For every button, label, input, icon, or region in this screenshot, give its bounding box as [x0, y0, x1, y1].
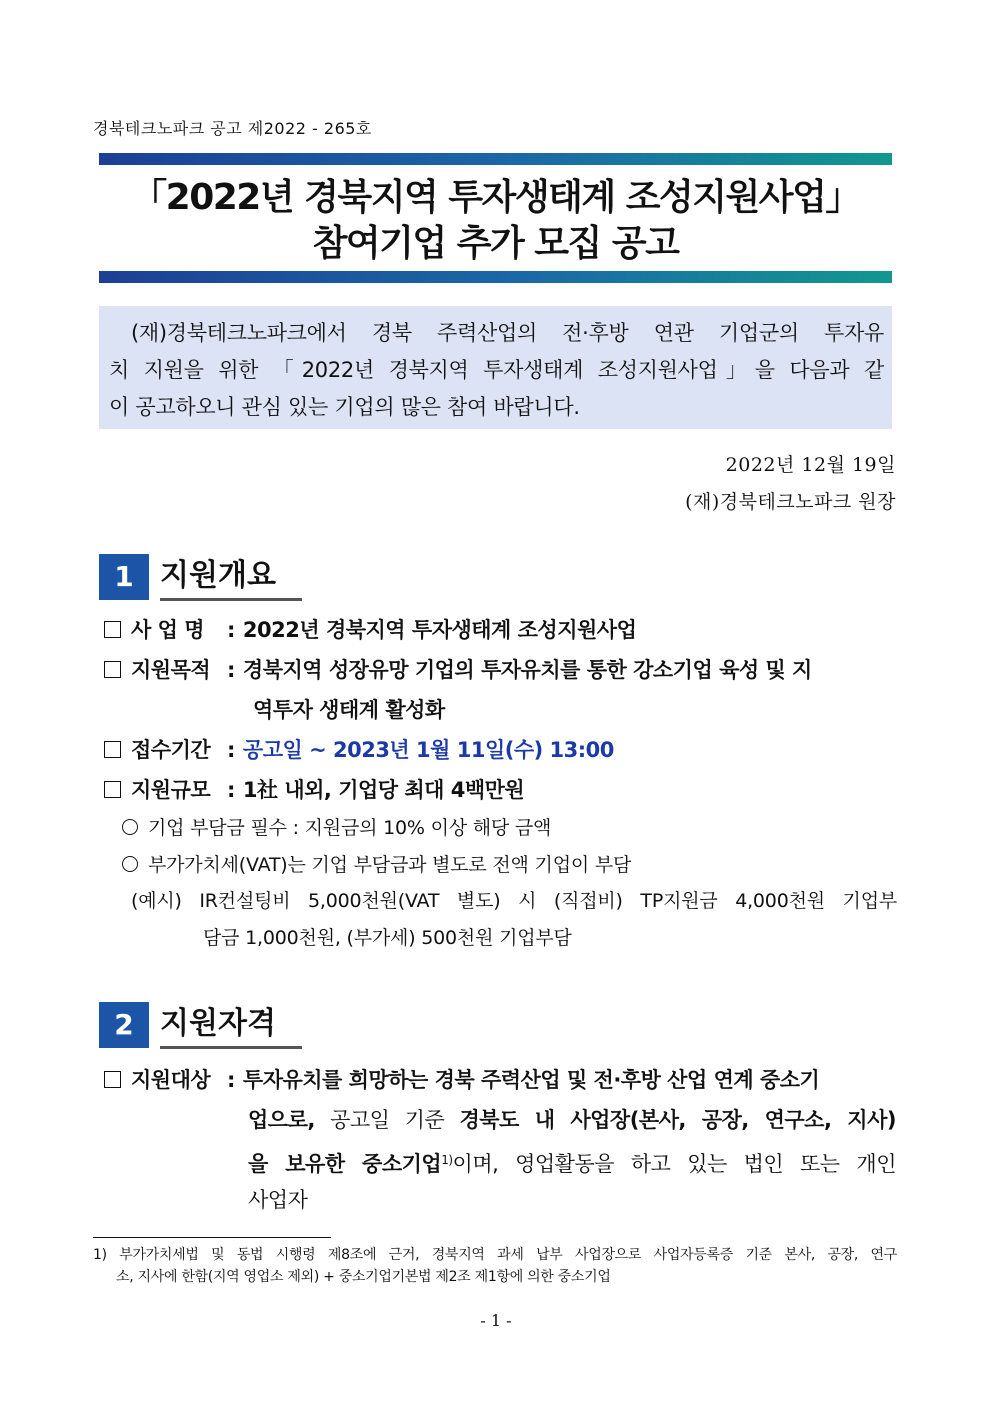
item-period: 접수기간 : 공고일 ~ 2023년 1월 11일(수) 13:00: [104, 730, 896, 770]
page-title-line1: 「2022년 경북지역 투자생태계 조성지원사업」: [131, 177, 860, 218]
intro-line1: (재)경북테크노파크에서 경북 주력산업의 전·후방 연관 기업군의 투자유: [131, 321, 884, 345]
eligibility-text: 공고일 기준: [330, 1108, 445, 1132]
item-label: 접수기간: [131, 738, 211, 762]
section2-number-badge: 2: [99, 1002, 149, 1048]
item-value: 투자유치를 희망하는 경북 주력산업 및 전·후방 산업 연계 중소기: [242, 1068, 820, 1092]
checkbox-square-icon: [104, 741, 121, 758]
item-eligibility: 지원대상 : 투자유치를 희망하는 경북 주력산업 및 전·후방 산업 연계 중소기: [104, 1060, 896, 1100]
page-title-line2: 참여기업 추가 모집 공고: [312, 223, 679, 264]
item-value: 1社 내외, 기업당 최대 4백만원: [242, 778, 525, 802]
footnote-divider: [93, 1237, 331, 1238]
checkbox-square-icon: [104, 1071, 121, 1088]
section2-underline: [160, 1046, 302, 1049]
footnote-ref: 1): [441, 1153, 453, 1167]
page-number: - 1 -: [480, 1311, 512, 1330]
item-project-name: 사 업 명 : 2022년 경북지역 투자생태계 조성지원사업: [104, 610, 896, 650]
item-purpose-continued: 역투자 생태계 활성화: [253, 698, 445, 722]
title-band-top: [99, 153, 892, 165]
item-value: 경북지역 성장유망 기업의 투자유치를 통한 강소기업 육성 및 지: [242, 658, 812, 682]
notice-number: 경북테크노파크 공고 제2022 - 265호: [93, 119, 372, 138]
example-line1: (예시) IR컨설팅비 5,000천원(VAT 별도) 시 (직접비) TP지원금 4,000천원 기업부: [131, 890, 897, 912]
intro-box: [99, 306, 892, 429]
eligibility-line2: [248, 1100, 896, 1140]
issuer-org: (재)경북테크노파크 원장: [685, 491, 896, 513]
notice-date: 2022년 12월 19일: [725, 454, 896, 476]
intro-line2: 치 지원을 위한 「2022년 경북지역 투자생태계 조성지원사업」을 다음과 같: [109, 358, 884, 382]
footnote-line2: 소, 지사에 한함(지역 영업소 제외) + 중소기업기본법 제2조 제1항에 의한 중소기업: [116, 1269, 611, 1285]
item-label: 지원대상: [131, 1068, 211, 1092]
item-scale: 지원규모 : 1社 내외, 기업당 최대 4백만원: [104, 770, 896, 810]
eligibility-line4: 사업자: [248, 1188, 308, 1212]
checkbox-square-icon: [104, 661, 121, 678]
item-label: 지원목적: [131, 658, 211, 682]
checkbox-square-icon: [104, 781, 121, 798]
checkbox-square-icon: [104, 621, 121, 638]
item-value-highlight: 공고일 ~ 2023년 1월 11일(수) 13:00: [242, 738, 614, 762]
item-label: 사 업 명: [131, 618, 204, 642]
circle-bullet-icon: [122, 856, 138, 872]
eligibility-text-bold: 경북도 내 사업장(본사, 공장, 연구소, 지사): [459, 1108, 896, 1132]
title-band-bottom: [99, 271, 892, 283]
section1-underline: [160, 598, 302, 601]
eligibility-line3: [248, 1140, 896, 1184]
eligibility-text-bold: 을 보유한 중소기업: [248, 1152, 442, 1176]
section1-number-badge: 1: [99, 554, 149, 600]
sub-item-1: [122, 810, 551, 846]
sub-item-2: [122, 847, 631, 883]
sub-item-text: 기업 부담금 필수 : 지원금의 10% 이상 해당 금액: [148, 817, 552, 839]
eligibility-text: 이며, 영업활동을 하고 있는 법인 또는 개인: [452, 1152, 896, 1176]
circle-bullet-icon: [122, 819, 138, 835]
intro-line3: 이 공고하오니 관심 있는 기업의 많은 참여 바랍니다.: [109, 395, 580, 419]
item-purpose: 지원목적 : 경북지역 성장유망 기업의 투자유치를 통한 강소기업 육성 및 지: [104, 650, 896, 690]
eligibility-text-bold: 업으로,: [248, 1108, 315, 1132]
item-label: 지원규모: [131, 778, 211, 802]
item-value: 2022년 경북지역 투자생태계 조성지원사업: [242, 618, 637, 642]
sub-item-text: 부가가치세(VAT)는 기업 부담금과 별도로 전액 기업이 부담: [148, 854, 632, 876]
example-line2: 담금 1,000천원, (부가세) 500천원 기업부담: [203, 927, 572, 949]
section2-title: 지원자격: [160, 1006, 276, 1041]
intro-text: [109, 315, 884, 426]
footnote-line1: 1) 부가가치세법 및 동법 시행령 제8조에 근거, 경북지역 과세 납부 사업장으로 사업자등록증 기준 본사, 공장, 연구: [93, 1247, 897, 1263]
section1-title: 지원개요: [160, 558, 276, 593]
